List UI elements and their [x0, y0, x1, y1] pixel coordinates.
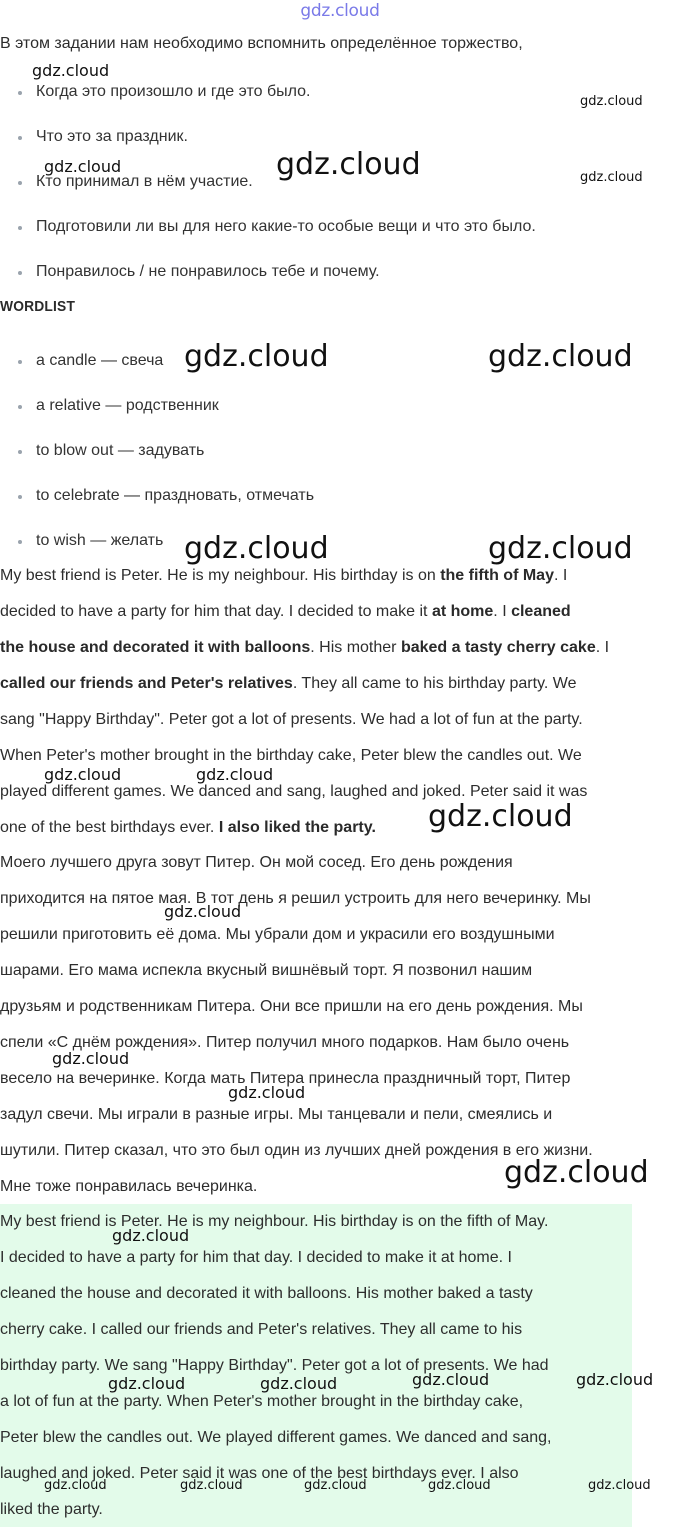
watermark: gdz.cloud: [108, 1374, 186, 1393]
watermark: gdz.cloud: [576, 1370, 654, 1389]
bold-phrase: called our friends and Peter's relatives: [0, 675, 293, 692]
list-item: Подготовили ли вы для него какие-то особые вещи и что это было.: [0, 216, 536, 261]
story-line: шарами. Его мама испекла вкусный вишнёвый торт. Я позвонил нашим: [0, 962, 533, 979]
list-item: to celebrate — праздновать, отмечать: [0, 485, 314, 530]
watermark: gdz.cloud: [44, 765, 122, 784]
story-line: Моего лучшего друга зовут Питер. Он мой сосед. Его день рождения: [0, 854, 513, 871]
watermark: gdz.cloud: [184, 531, 329, 566]
story-line: приходится на пятое мая. В тот день я решил устроить для него вечеринку. Мы: [0, 890, 591, 907]
bold-phrase: the fifth of May: [440, 567, 554, 584]
story-line: шутили. Питер сказал, что это был один из лучших дней рождения в его жизни.: [0, 1142, 593, 1159]
story-line: My best friend is Peter. He is my neighbour. His birthday is on the fifth of May.: [0, 1213, 549, 1230]
site-watermark-top: gdz.cloud: [300, 1, 380, 21]
watermark: gdz.cloud: [228, 1083, 306, 1102]
list-item: a relative — родственник: [0, 395, 314, 440]
story-line: решили приготовить её дома. Мы убрали дом и украсили его воздушными: [0, 926, 555, 943]
list-item: a candle — свеча: [0, 350, 314, 395]
task-intro: В этом задании нам необходимо вспомнить определённое торжество,: [0, 35, 523, 52]
story-line: [0, 666, 680, 702]
watermark: gdz.cloud: [52, 1049, 130, 1068]
story-line: sang "Happy Birthday". Peter got a lot of presents. We had a lot of fun at the party.: [0, 711, 583, 728]
list-item: Кто принимал в нём участие.: [0, 171, 536, 216]
story-line: [0, 630, 680, 666]
text-span: . They all came to his birthday party. We: [292, 675, 577, 692]
story-line: [0, 594, 680, 630]
story-line: cherry cake. I called our friends and Peter's relatives. They all came to his: [0, 1321, 523, 1338]
story-line: birthday party. We sang "Happy Birthday". Peter got a lot of presents. We had: [0, 1357, 549, 1374]
task-list: [0, 81, 536, 306]
watermark: gdz.cloud: [428, 799, 573, 834]
list-item: Что это за праздник.: [0, 126, 536, 171]
watermark: gdz.cloud: [488, 531, 633, 566]
story-line: Мне тоже понравилась вечеринка.: [0, 1178, 258, 1195]
watermark: gdz.cloud: [412, 1370, 490, 1389]
text-span: . I: [595, 639, 610, 656]
watermark: gdz.cloud: [504, 1155, 649, 1190]
story-line: cleaned the house and decorated it with balloons. His mother baked a tasty: [0, 1285, 533, 1302]
watermark: gdz.cloud: [488, 339, 633, 374]
watermark: gdz.cloud: [44, 1478, 107, 1493]
watermark: gdz.cloud: [276, 147, 421, 182]
text-span: . I: [553, 567, 568, 584]
watermark: gdz.cloud: [32, 61, 110, 80]
story-line: задул свечи. Мы играли в разные игры. Мы танцевали и пели, смеялись и: [0, 1106, 553, 1123]
story-english: [0, 558, 680, 846]
text-span: . I: [493, 603, 512, 620]
watermark: gdz.cloud: [196, 765, 274, 784]
bold-phrase: baked a tasty cherry cake: [400, 639, 596, 656]
story-line: спели «С днём рождения». Питер получил много подарков. Нам было очень: [0, 1034, 570, 1051]
story-line: весело на вечеринке. Когда мать Питера принесла праздничный торт, Питер: [0, 1070, 571, 1087]
list-item: to blow out — задувать: [0, 440, 314, 485]
story-line: Peter blew the candles out. We played different games. We danced and sang,: [0, 1429, 552, 1446]
watermark: gdz.cloud: [164, 902, 242, 921]
story-line: I decided to have a party for him that day. I decided to make it at home. I: [0, 1249, 512, 1266]
bold-phrase: the house and decorated it with balloons: [0, 639, 311, 656]
watermark: gdz.cloud: [112, 1226, 190, 1245]
list-item: to wish — желать: [0, 530, 314, 575]
watermark: gdz.cloud: [184, 339, 329, 374]
watermark: gdz.cloud: [588, 1478, 651, 1493]
list-item: Когда это произошло и где это было.: [0, 81, 536, 126]
watermark: gdz.cloud: [44, 157, 122, 176]
list-item: Понравилось / не понравилось тебе и почему.: [0, 261, 536, 306]
wordlist-heading: WORDLIST: [0, 298, 76, 315]
watermark: gdz.cloud: [428, 1478, 491, 1493]
text-span: My best friend is Peter. He is my neighbour. His birthday is on: [0, 567, 441, 584]
text-span: . His mother: [310, 639, 401, 656]
story-line: liked the party.: [0, 1501, 103, 1518]
story-line: a lot of fun at the party. When Peter's mother brought in the birthday cake,: [0, 1393, 524, 1410]
watermark: gdz.cloud: [260, 1374, 338, 1393]
text-span: one of the best birthdays ever.: [0, 819, 219, 836]
story-line: When Peter's mother brought in the birthday cake, Peter blew the candles out. We: [0, 747, 582, 764]
story-line: laughed and joked. Peter said it was one of the best birthdays ever. I also: [0, 1465, 519, 1482]
story-line: [0, 810, 680, 846]
watermark: gdz.cloud: [180, 1478, 243, 1493]
bold-phrase: I also liked the party.: [218, 819, 376, 836]
story-russian: [0, 845, 680, 1205]
watermark: gdz.cloud: [580, 94, 643, 109]
text-span: decided to have a party for him that day. I decided to make it: [0, 603, 432, 620]
bold-phrase: cleaned: [511, 603, 571, 620]
watermark: gdz.cloud: [580, 170, 643, 185]
story-line: played different games. We danced and sang, laughed and joked. Peter said it was: [0, 783, 588, 800]
bold-phrase: at home: [431, 603, 494, 620]
watermark: gdz.cloud: [304, 1478, 367, 1493]
story-line: друзьям и родственникам Питера. Они все пришли на его день рождения. Мы: [0, 998, 583, 1015]
